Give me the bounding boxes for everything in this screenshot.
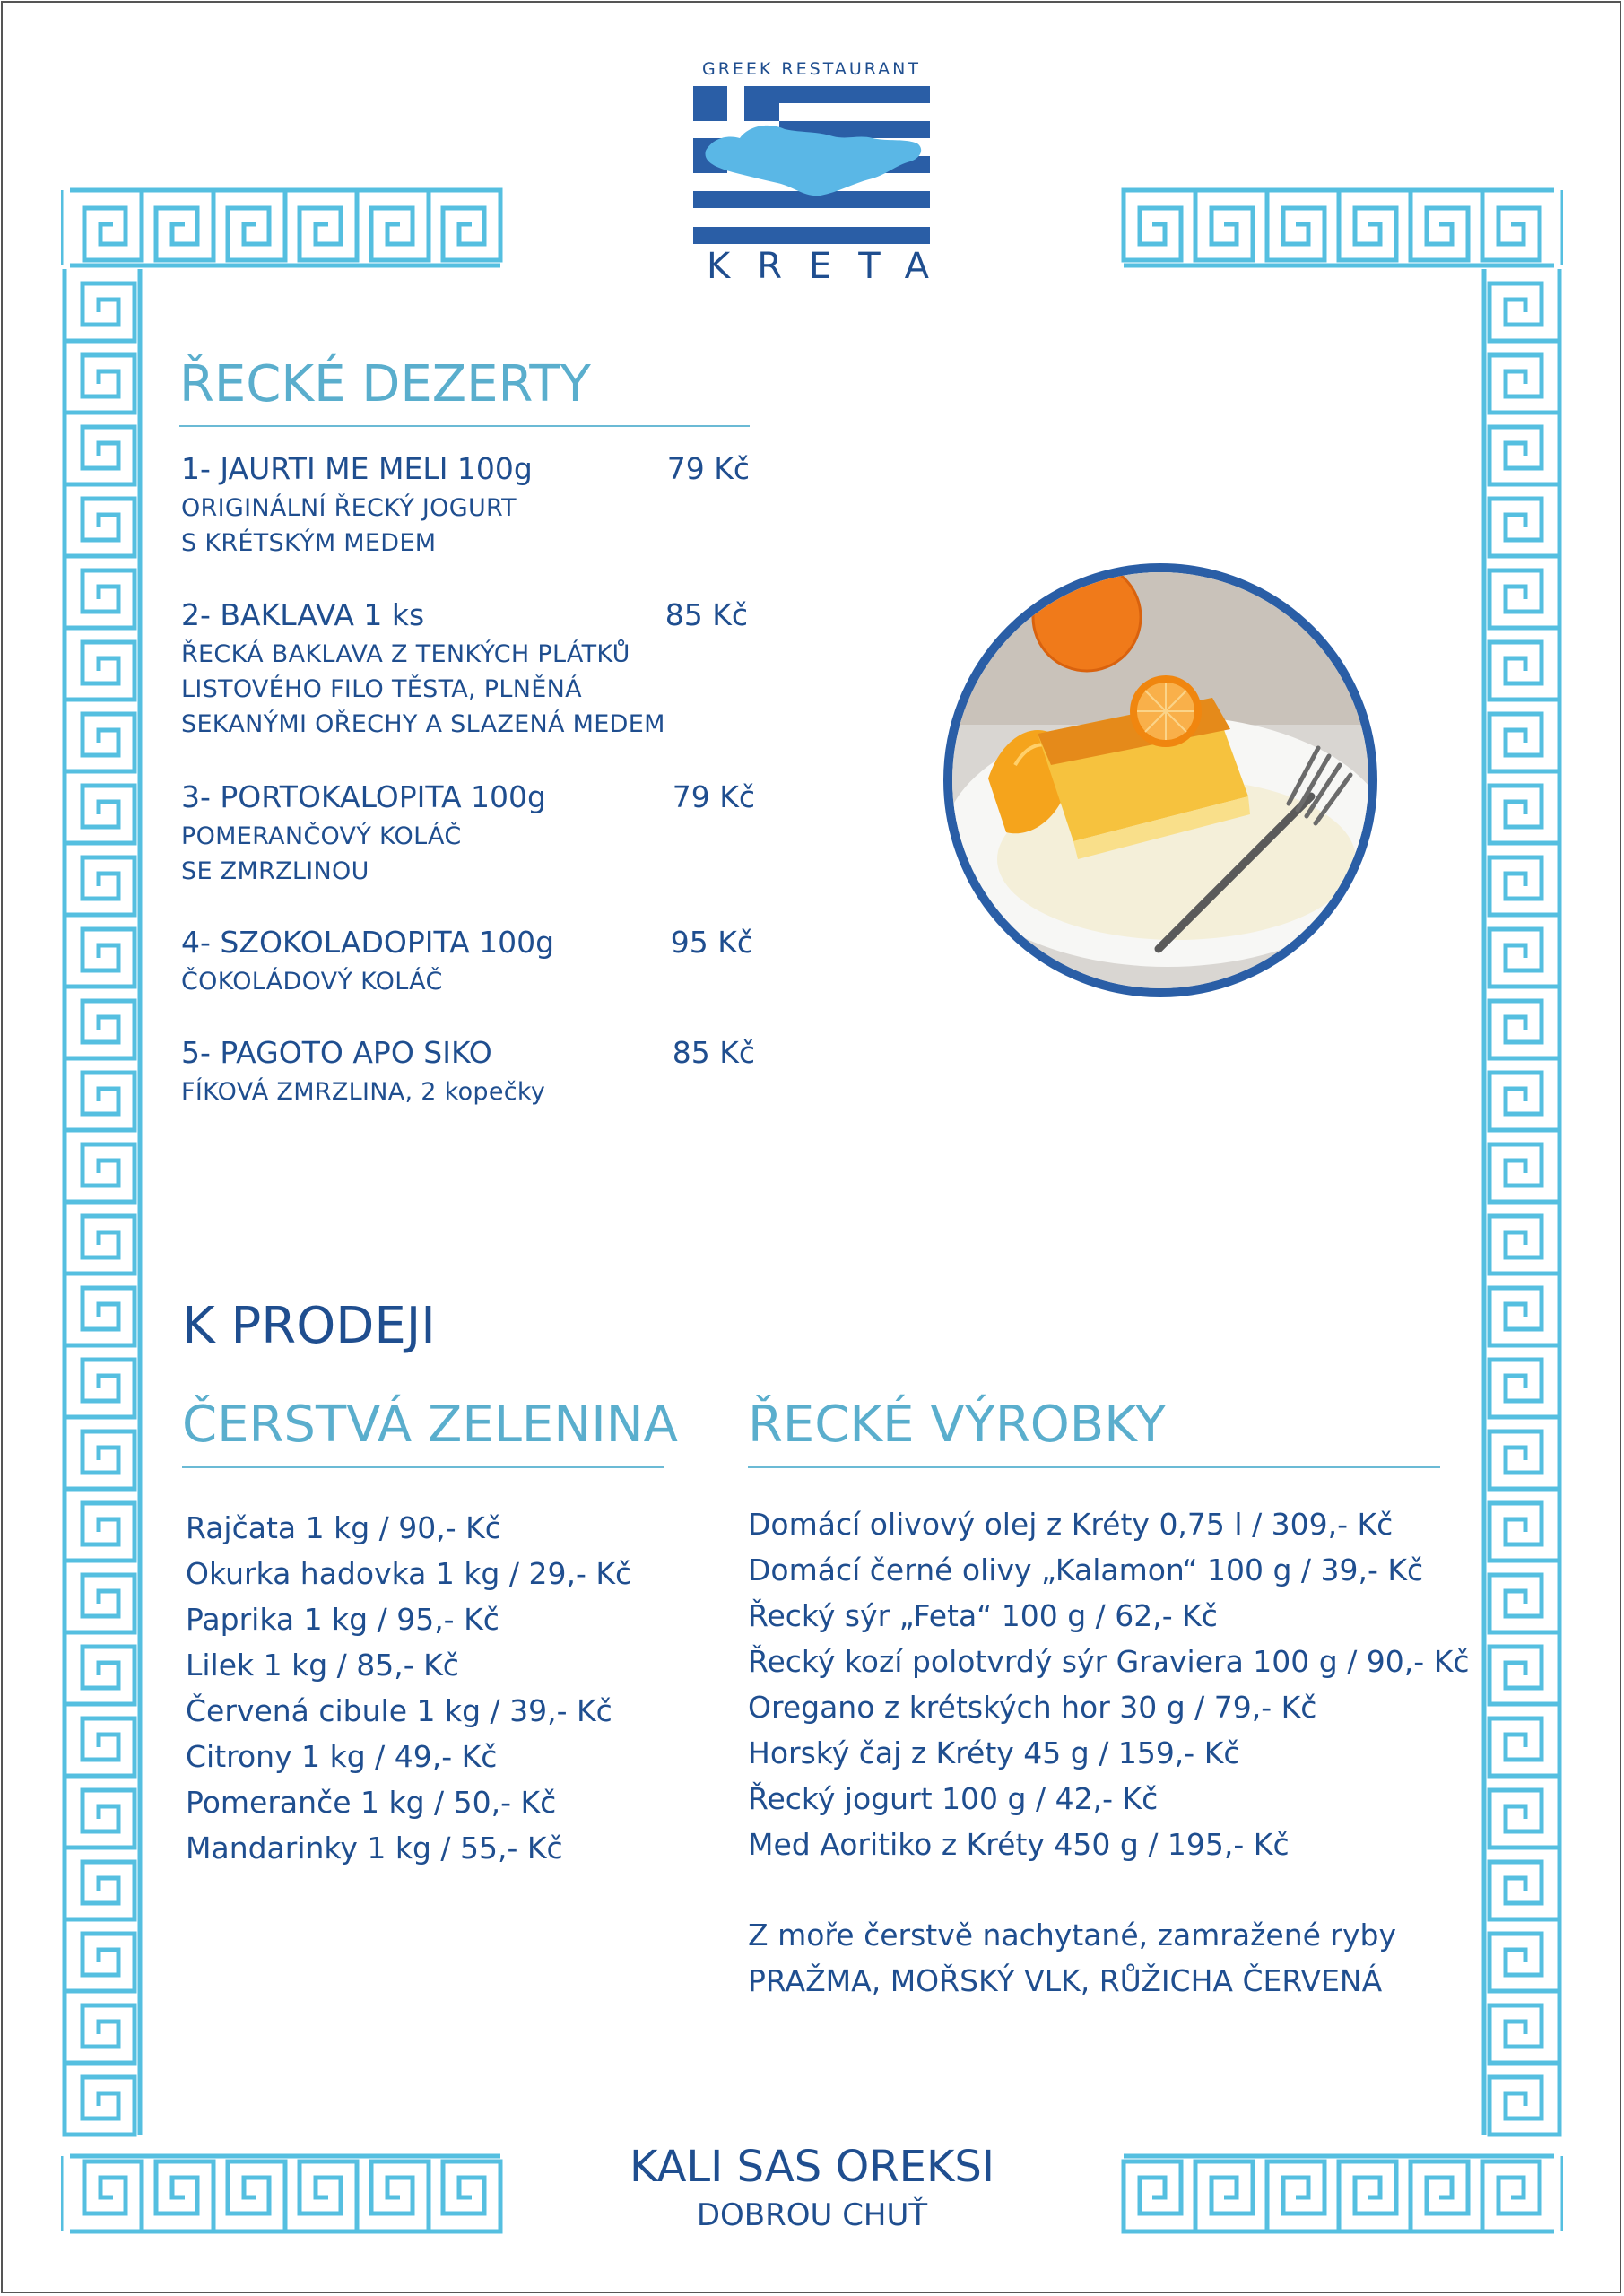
for-sale-heading: K PRODEJI (182, 1297, 436, 1355)
dessert-name: 2- BAKLAVA 1 ks (181, 597, 425, 632)
dessert-item-1 (181, 451, 750, 561)
list-item: Domácí černé olivy „Kalamon“ 100 g / 39,- Kč (748, 1552, 1424, 1587)
fish-note-line: Z moře čerstvě nachytané, zamražené ryby (748, 1918, 1397, 1952)
footer-translation: DOBROU CHUŤ (696, 2197, 928, 2233)
dessert-price: 85 Kč (672, 1035, 755, 1070)
dessert-desc-line: ČOKOLÁDOVÝ KOLÁČ (181, 968, 443, 996)
list-item: Pomeranče 1 kg / 50,- Kč (186, 1785, 557, 1820)
logo-top-text: GREEK RESTAURANT (702, 59, 921, 79)
restaurant-logo (690, 59, 956, 287)
list-item: Oregano z krétských hor 30 g / 79,- Kč (748, 1690, 1317, 1725)
dessert-desc-line: SE ZMRZLINOU (181, 857, 369, 885)
greek-key-border-right (1481, 269, 1563, 2152)
dessert-photo (943, 563, 1377, 997)
dessert-name: 4- SZOKOLADOPITA 100g (181, 925, 555, 960)
vegetables-heading: ČERSTVÁ ZELENINA (182, 1396, 678, 1454)
greek-key-border-top-left (61, 187, 509, 269)
list-item: Řecký kozí polotvrdý sýr Graviera 100 g / 90,- Kč (748, 1644, 1470, 1679)
dessert-name: 1- JAURTI ME MELI 100g (181, 451, 533, 486)
greek-key-border-left (61, 269, 143, 2152)
footer-greeting: KALI SAS OREKSI (629, 2142, 995, 2192)
dessert-desc-line: ŘECKÁ BAKLAVA Z TENKÝCH PLÁTKŮ (181, 640, 630, 668)
dessert-desc-line: FÍKOVÁ ZMRZLINA, 2 kopečky (181, 1078, 546, 1106)
greek-products-heading: ŘECKÉ VÝROBKY (748, 1396, 1167, 1454)
list-item: Mandarinky 1 kg / 55,- Kč (186, 1831, 563, 1866)
dessert-price: 95 Kč (670, 925, 753, 960)
dessert-item-4 (181, 925, 753, 999)
fish-note-line: PRAŽMA, MOŘSKÝ VLK, RŮŽICHA ČERVENÁ (748, 1963, 1383, 1998)
list-item: Řecký sýr „Feta“ 100 g / 62,- Kč (748, 1598, 1218, 1633)
dessert-desc-line: POMERANČOVÝ KOLÁČ (181, 822, 462, 850)
dessert-desc-line: SEKANÝMI OŘECHY A SLAZENÁ MEDEM (181, 710, 665, 738)
dessert-desc-line: ORIGINÁLNÍ ŘECKÝ JOGURT (181, 494, 517, 522)
list-item: Okurka hadovka 1 kg / 29,- Kč (186, 1556, 632, 1591)
list-item: Horský čaj z Kréty 45 g / 159,- Kč (748, 1735, 1240, 1770)
fish-note (748, 1912, 1396, 2004)
dessert-item-2 (181, 597, 748, 742)
greek-products-list (748, 1501, 1469, 1867)
logo-bottom-text: KRETA (707, 246, 956, 287)
vegetables-list (186, 1505, 631, 1871)
dessert-name: 5- PAGOTO APO SIKO (181, 1035, 492, 1070)
list-item: Červená cibule 1 kg / 39,- Kč (186, 1693, 612, 1728)
desserts-heading: ŘECKÉ DEZERTY (179, 355, 591, 413)
list-item: Med Aoritiko z Kréty 450 g / 195,- Kč (748, 1827, 1290, 1862)
list-item: Paprika 1 kg / 95,- Kč (186, 1602, 499, 1637)
greek-products-heading-rule (748, 1466, 1440, 1468)
list-item: Citrony 1 kg / 49,- Kč (186, 1739, 498, 1774)
dessert-item-5 (181, 1035, 755, 1109)
greek-key-border-top-right (1115, 187, 1563, 269)
desserts-heading-rule (179, 425, 750, 427)
list-item: Řecký jogurt 100 g / 42,- Kč (748, 1781, 1159, 1816)
portokalopita-image (952, 572, 1368, 988)
dessert-price: 85 Kč (664, 597, 748, 632)
vegetables-heading-rule (182, 1466, 664, 1468)
dessert-name: 3- PORTOKALOPITA 100g (181, 779, 546, 814)
dessert-desc-line: LISTOVÉHO FILO TĚSTA, PLNĚNÁ (181, 675, 582, 703)
dessert-price: 79 Kč (672, 779, 755, 814)
list-item: Domácí olivový olej z Kréty 0,75 l / 309,- Kč (748, 1507, 1394, 1542)
dessert-desc-line: S KRÉTSKÝM MEDEM (181, 529, 437, 557)
dessert-price: 79 Kč (666, 451, 750, 486)
dessert-item-3 (181, 779, 755, 889)
list-item: Lilek 1 kg / 85,- Kč (186, 1648, 459, 1683)
list-item: Rajčata 1 kg / 90,- Kč (186, 1510, 501, 1545)
greek-flag-crete-icon (693, 86, 930, 244)
